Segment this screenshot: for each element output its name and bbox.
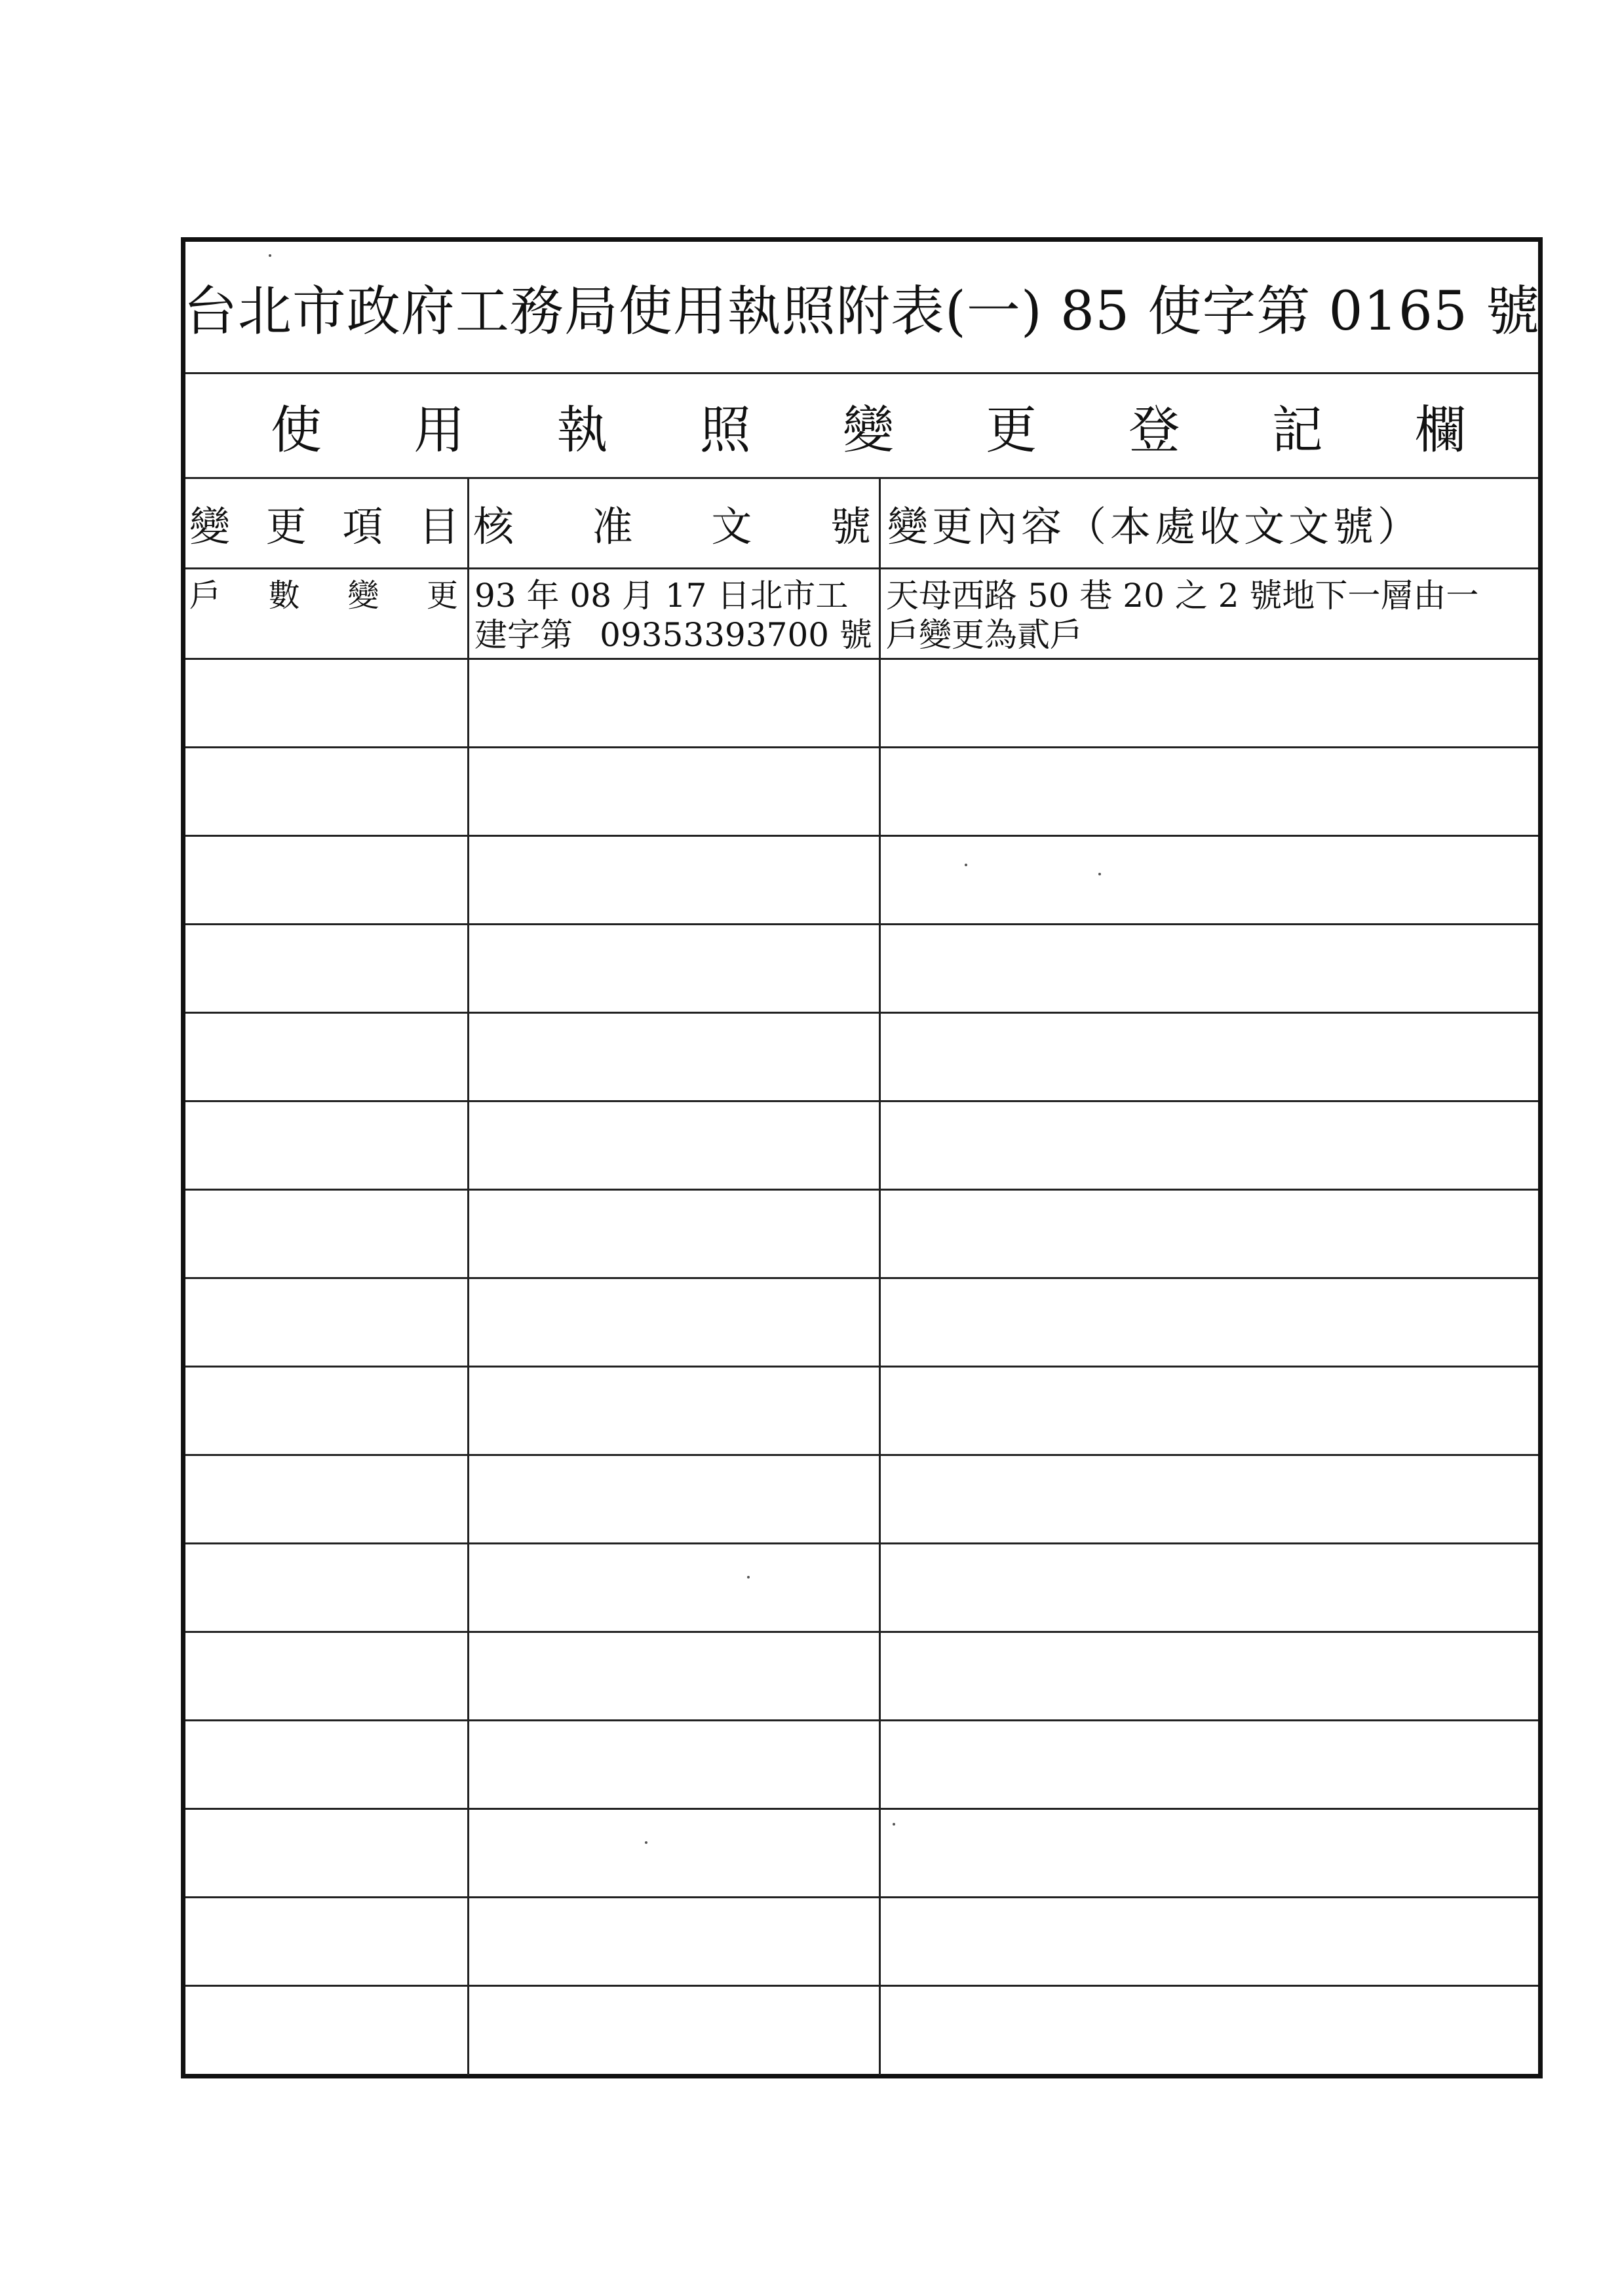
empty-cell [879,1191,1538,1277]
section-title-char: 照 [699,400,751,460]
empty-cell [467,660,879,746]
empty-cell [879,660,1538,746]
empty-table-row [185,1898,1538,1987]
empty-table-row [185,925,1538,1014]
empty-cell [185,748,467,835]
empty-table-row [185,1014,1538,1102]
approval-line-2 [469,615,879,655]
approval-line-1: 93 年 08 月 17 日北市工 [474,577,849,615]
empty-cell [467,1987,879,2075]
empty-cell [879,925,1538,1012]
empty-cell [467,1279,879,1366]
empty-cell [879,1368,1538,1454]
header-text: 變更內容（本處收文文號） [887,503,1423,550]
empty-table-row [185,1279,1538,1368]
section-title-char: 登 [1128,400,1180,460]
empty-table-row [185,1544,1538,1633]
empty-cell [879,1102,1538,1189]
empty-cell [467,1810,879,1896]
empty-table-row [185,1102,1538,1191]
empty-cell [185,1544,467,1631]
scan-speck [645,1841,647,1844]
scan-speck [269,254,271,257]
empty-cell [467,1014,879,1100]
empty-table-row [185,1810,1538,1898]
header-change-content [879,479,1538,567]
empty-cell [467,748,879,835]
empty-cell [467,1368,879,1454]
empty-cell [185,1810,467,1896]
header-char: 更 [265,503,307,550]
header-char: 項 [342,503,383,550]
section-title [185,374,1538,479]
section-title-char: 變 [842,400,894,460]
table-row [185,569,1538,660]
empty-cell [879,1633,1538,1719]
content-line-2: 戶變更為貳戶 [886,616,1083,654]
empty-cell [879,837,1538,923]
empty-cell [467,1721,879,1808]
empty-table-row [185,1721,1538,1810]
empty-cell [879,1898,1538,1985]
empty-cell [185,925,467,1012]
section-title-char: 記 [1271,400,1323,460]
header-char: 目 [418,503,459,550]
entry-content-cell [879,569,1538,658]
license-appendix-table [181,237,1543,2078]
header-char: 准 [592,503,633,550]
empty-cell [185,1456,467,1542]
entry-approval-cell [467,569,879,658]
empty-table-row [185,1633,1538,1721]
document-title [183,242,1541,374]
approval-line-2b: 09353393700 號 [600,616,872,654]
empty-cell [185,837,467,923]
empty-table-row [185,660,1538,748]
header-char: 變 [189,503,231,550]
entry-item-cell [185,569,467,658]
empty-table-row [185,837,1538,925]
empty-table-row [185,1368,1538,1456]
entry-item-char: 戶 [189,577,222,614]
empty-cell [879,1279,1538,1366]
empty-cell [467,837,879,923]
empty-cell [879,748,1538,835]
empty-table-row [185,1191,1538,1279]
empty-cell [185,660,467,746]
header-char: 文 [711,503,752,550]
empty-cell [467,1633,879,1719]
empty-cell [185,1721,467,1808]
section-title-char: 使 [271,400,322,460]
empty-cell [467,1456,879,1542]
empty-cell [185,1014,467,1100]
scan-speck [747,1576,750,1578]
entry-item-char: 數 [268,577,300,614]
empty-cell [185,1633,467,1719]
empty-cell [879,1014,1538,1100]
empty-cell [879,1721,1538,1808]
document-title-text: 台北市政府工務局使用執照附表(一) 85 使字第 0165 號 [183,280,1541,343]
empty-cell [467,925,879,1012]
scan-speck [965,864,967,866]
scan-speck [1098,873,1101,875]
content-line-1: 天母西路 50 巷 20 之 2 號地下一層由一 [886,577,1479,615]
empty-cell [185,1987,467,2075]
empty-cell [185,1279,467,1366]
empty-cell [879,1456,1538,1542]
section-title-char: 用 [414,400,465,460]
empty-cell [467,1191,879,1277]
empty-cell [879,1544,1538,1631]
empty-cell [467,1102,879,1189]
scan-speck [893,1823,895,1826]
section-title-char: 執 [556,400,608,460]
empty-cell [467,1898,879,1985]
header-char: 號 [830,503,871,550]
empty-table-row [185,1987,1538,2075]
empty-cell [185,1368,467,1454]
empty-cell [185,1898,467,1985]
empty-cell [185,1102,467,1189]
section-title-char: 欄 [1414,400,1466,460]
empty-table-row [185,1456,1538,1544]
empty-cell [879,1987,1538,2075]
empty-table-row [185,748,1538,837]
section-title-char: 更 [986,400,1037,460]
header-change-item [185,479,467,567]
approval-line-2a: 建字第 [474,616,573,654]
header-approval-number [467,479,879,567]
entry-item-char: 變 [347,577,379,614]
empty-cell [879,1810,1538,1896]
header-char: 核 [473,503,514,550]
column-header-row [185,479,1538,569]
entry-item-char: 更 [426,577,458,614]
empty-cell [185,1191,467,1277]
empty-cell [467,1544,879,1631]
